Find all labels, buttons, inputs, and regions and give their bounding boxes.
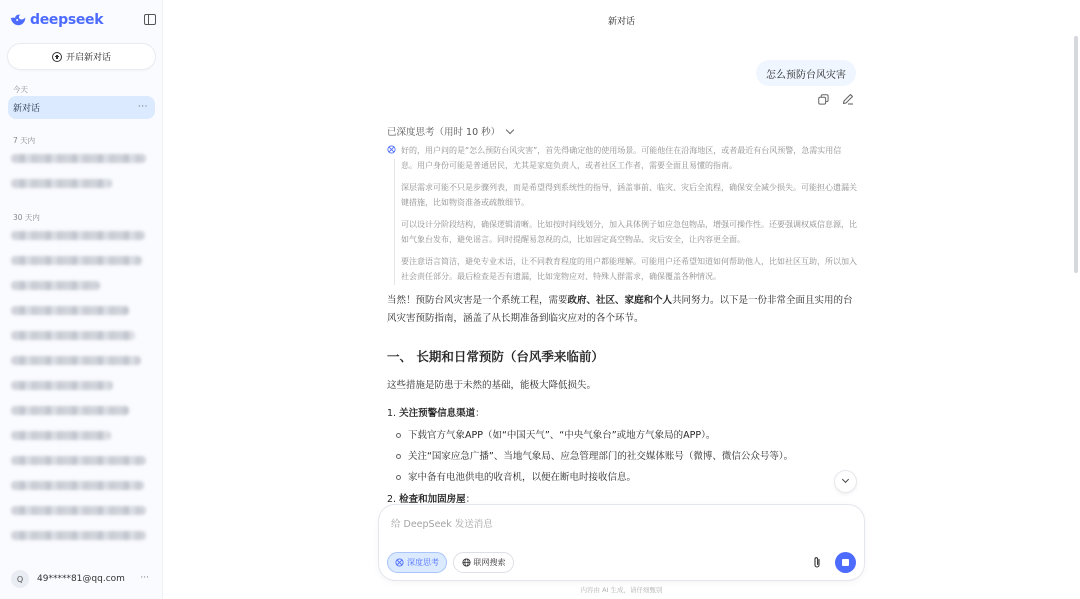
account-row[interactable]: [11, 569, 156, 589]
avatar: Q: [11, 570, 29, 588]
list-number: 2.: [387, 494, 397, 505]
conversation-item-blurred[interactable]: [11, 231, 145, 240]
more-options-icon[interactable]: ···: [137, 102, 148, 112]
plus-circle-icon: [52, 52, 62, 62]
bullet-text: 关注“国家应急广播”、当地气象局、应急管理部门的社交媒体账号（微博、微信公众号等）。: [408, 451, 794, 462]
globe-icon: [462, 558, 471, 567]
deep-think-icon: [387, 145, 396, 154]
thinking-paragraph: 可以设计分阶段结构，确保逻辑清晰。比如按时间线划分，加入具体例子如应急包物品，增强可操作性。还要强调权威信息源，比如气象台发布，避免谣言。同时提醒易忽视的点，比如固定高空物品、灾后安全，让内容更全面。: [401, 220, 857, 244]
conversation-item-blurred[interactable]: [11, 481, 144, 490]
answer-paragraph: 这些措施是防患于未然的基础，能极大降低损失。: [387, 380, 597, 391]
conversation-item-blurred[interactable]: [11, 531, 146, 540]
account-email: 49*****81@qq.com: [37, 574, 125, 584]
message-input-placeholder[interactable]: 给 DeepSeek 发送消息: [391, 519, 493, 530]
brand-logo[interactable]: [10, 11, 103, 29]
sidebar-toggle-icon[interactable]: [144, 14, 156, 25]
conversation-item-blurred[interactable]: [11, 381, 113, 390]
bullet-item: [396, 427, 715, 441]
deep-think-label: 深度思考: [407, 558, 439, 567]
conversation-item-blurred[interactable]: [11, 179, 112, 188]
new-chat-label: 开启新对话: [65, 53, 111, 63]
account-more-icon[interactable]: ···: [140, 573, 149, 583]
section-label-7days: 7 天内: [13, 136, 36, 145]
thinking-summary: 已深度思考（用时 10 秒）: [387, 127, 501, 138]
deep-think-button[interactable]: [387, 552, 447, 573]
copy-icon[interactable]: [818, 94, 829, 105]
thinking-content: [387, 143, 857, 291]
conversation-item-blurred[interactable]: [11, 406, 129, 415]
thinking-paragraph: 好的，用户问的是“怎么预防台风灾害”，首先得确定他的使用场景。可能他住在沿海地区，或者最近有台风预警，急需实用信息。用户身份可能是普通居民，尤其是家庭负责人，或者社区工作者，需要全面且易懂的指南。: [401, 146, 842, 170]
bullet-text: 下载官方气象APP（如“中国天气”、“中央气象台”或地方气象局的APP）。: [408, 430, 716, 441]
answer-intro: [387, 292, 857, 328]
bullet-item: [396, 469, 636, 483]
ordered-list-item: [387, 405, 857, 419]
list-item-colon: ：: [475, 408, 485, 419]
conversation-item-blurred[interactable]: [11, 306, 129, 315]
answer-intro-bold: 政府、社区、家庭和个人: [567, 295, 673, 306]
section-label-today: 今天: [13, 85, 28, 94]
deep-think-icon: [395, 558, 404, 567]
new-chat-button[interactable]: [8, 44, 155, 69]
brand-name: deepseek: [30, 12, 104, 28]
conversation-item-blurred[interactable]: [11, 256, 142, 265]
bullet-icon: [396, 433, 401, 438]
conversation-item-blurred[interactable]: [11, 331, 135, 340]
page-title: 新对话: [607, 17, 635, 27]
whale-logo-icon: [10, 13, 27, 27]
scroll-to-bottom-button[interactable]: [835, 471, 856, 492]
conversation-item-active[interactable]: [8, 96, 155, 119]
paperclip-icon[interactable]: [812, 556, 822, 569]
conversation-item-blurred[interactable]: [11, 431, 111, 440]
bullet-item: [396, 448, 793, 462]
list-item-colon: ：: [465, 494, 476, 505]
web-search-button[interactable]: [453, 552, 514, 573]
answer-heading: 一、 长期和日常预防（台风季来临前）: [387, 349, 604, 364]
conversation-item-blurred[interactable]: [11, 154, 146, 163]
list-number: 1.: [387, 408, 397, 419]
web-search-label: 联网搜索: [473, 558, 506, 567]
stop-generation-button[interactable]: [835, 552, 856, 573]
answer-intro-text: 当然！预防台风灾害是一个系统工程，需要: [387, 295, 568, 306]
conversation-item-blurred[interactable]: [11, 356, 141, 365]
chevron-down-icon: [506, 125, 514, 133]
bullet-text: 家中备有电池供电的收音机，以便在断电时接收信息。: [408, 472, 637, 483]
bullet-icon: [396, 475, 401, 480]
thinking-toggle[interactable]: [387, 124, 513, 138]
conversation-item-blurred[interactable]: [11, 281, 100, 290]
list-item-title: 关注预警信息渠道: [399, 408, 476, 419]
user-message: 怎么预防台风灾害: [756, 60, 856, 86]
thinking-paragraph: 要注意语言简洁，避免专业术语，让不同教育程度的用户都能理解。可能用户还希望知道如何帮助他人，比如社区互助，所以加入社会责任部分。最后检查是否有遗漏，比如宠物应对、特殊人群需求，确保覆盖各种情况。: [401, 257, 857, 281]
list-item-title: 检查和加固房屋: [399, 494, 466, 505]
ai-disclaimer: 内容由 AI 生成，请仔细甄别: [580, 586, 663, 594]
thinking-paragraph: 深层需求可能不只是步骤列表，而是希望得到系统性的指导，涵盖事前、临灾、灾后全流程，确保安全减少损失。可能担心遗漏关键措施，比如物资准备或疏散细节。: [401, 183, 857, 207]
thinking-divider: [394, 159, 395, 285]
edit-icon[interactable]: [842, 93, 854, 105]
scrollbar[interactable]: [1074, 36, 1078, 273]
ordered-list-item: [387, 491, 857, 505]
conversation-item-blurred[interactable]: [11, 506, 146, 515]
answer-intro-text: 共同努力。以下是一份非常全面且实用的台风灾害预防指南，涵盖了从长期准备到临灾应对的各个环节。: [387, 295, 853, 324]
section-label-30days: 30 天内: [13, 213, 40, 222]
conversation-item-blurred[interactable]: [11, 456, 146, 465]
bullet-icon: [396, 454, 401, 459]
sidebar: [0, 0, 163, 599]
conversation-title: 新对话: [13, 104, 41, 114]
